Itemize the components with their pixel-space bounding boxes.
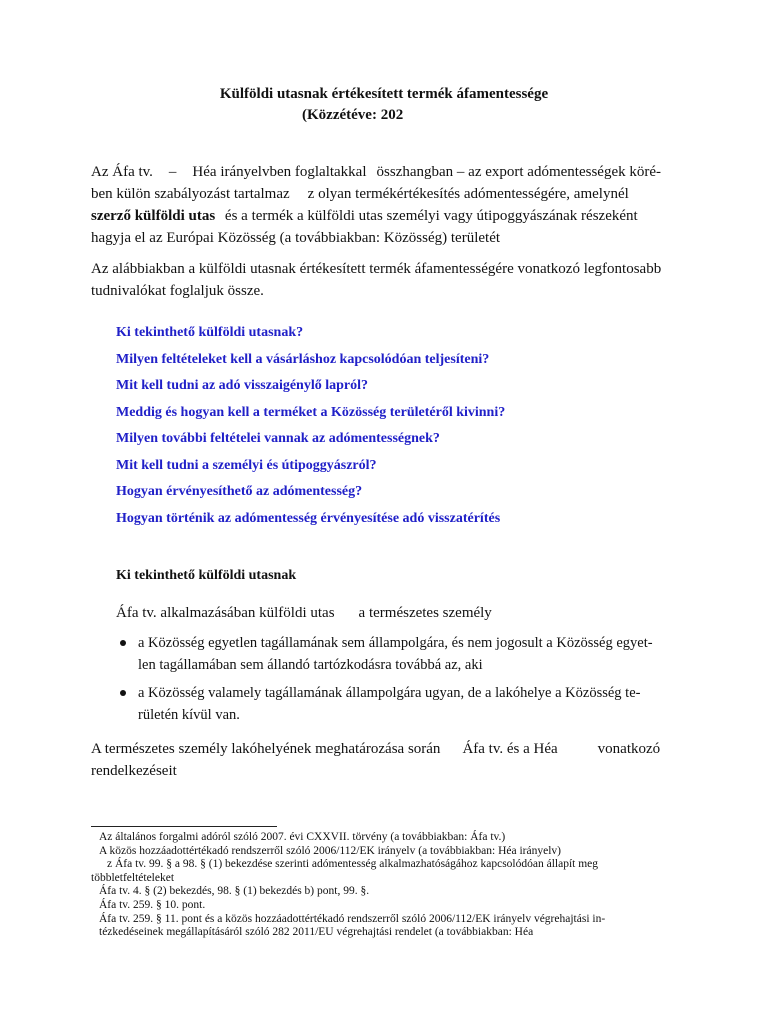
bullet-list [118,632,678,732]
footnotes [91,831,681,940]
question-link[interactable]: Milyen további feltételei vannak az adómentességnek? [116,431,440,446]
question-list [116,320,505,532]
question-link[interactable]: Mit kell tudni az adó visszaigénylő lapról? [116,378,369,393]
summary-paragraph [91,258,677,302]
footnote: A közös hozzáadottértékadó rendszerről szóló 2006/112/EK irányelv (a továbbiakban: Héa irányelv) [99,844,561,857]
document-subtitle: (Közzétéve: 202 [302,107,404,123]
footnote: többletfeltételeket [91,871,175,884]
residence-paragraph [91,738,677,782]
footnote: tézkedéseinek megállapításáról szóló 282 2011/EU végrehajtási rendelet (a továbbiakban: Héa [99,926,534,939]
document-title: Külföldi utasnak értékesített termék áfamentessége [219,86,549,102]
footnote: z Áfa tv. 99. § a 98. § (1) bekezdése szerinti adómentesség alkalmazhatóságához kapcsolódóan állapít meg [107,858,599,871]
bullet-dot-icon [120,690,126,696]
section-heading: Ki tekinthető külföldi utasnak [116,568,297,583]
bullet-item: a Közösség egyetlen tagállamának sem állampolgára, és nem jogosult a Közösség egyet- len tagállamában sem állandó tartózkodásra továbbá az, aki [118,632,678,676]
summary-line-2: tudnivalókat foglaljuk össze. [91,283,264,299]
intro-line-4: hagyja el az Európai Közösség (a továbbiakban: Közösség) területét [91,230,501,246]
intro-line-2: ben külön szabályozást tartalmaz z olyan termékértékesítés adómentességére, amelynél [91,186,629,202]
summary-line-1: Az alábbiakban a külföldi utasnak értékesített termék áfamentességére vonatkozó legfontosabb [91,261,662,277]
bold-phrase: szerző külföldi utas [91,208,216,224]
bullet-item: a Közösség valamely tagállamának állampolgára ugyan, de a lakóhelye a Közösség te- rületén kívül van. [118,682,678,726]
bullet-dot-icon [120,640,126,646]
footnote: Áfa tv. 4. § (2) bekezdés, 98. § (1) bekezdés b) pont, 99. §. [99,885,370,898]
intro-line-1: Az Áfa tv. – Héa irányelvben foglaltakkal összhangban – az export adómentességek köré- [91,164,661,180]
question-link[interactable]: Mit kell tudni a személyi és útipoggyászról? [116,457,377,473]
question-link[interactable]: Meddig és hogyan kell a terméket a Közösség területéről kivinni? [116,404,506,420]
question-link[interactable]: Hogyan érvényesíthető az adómentesség? [116,484,363,499]
question-link[interactable]: Milyen feltételeket kell a vásárláshoz kapcsolódóan teljesíteni? [116,351,490,367]
footnote: Áfa tv. 259. § 10. pont. [99,898,206,911]
residence-line-2: rendelkezéseit [91,763,177,779]
question-link[interactable]: Hogyan történik az adómentesség érvényesítése adó visszatérítés [116,510,501,526]
footnote: Az általános forgalmi adóról szóló 2007. évi CXXVII. törvény (a továbbiakban: Áfa tv.) [99,831,506,843]
residence-line-1: A természetes személy lakóhelyének meghatározása során Áfa tv. és a Héa vonatkozó [91,741,661,757]
question-link[interactable]: Ki tekinthető külföldi utasnak? [116,325,304,340]
footnote: Áfa tv. 259. § 11. pont és a közös hozzáadottértékadó rendszerről szóló 2006/112/EK irányelv végrehajtási in- [99,912,606,925]
intro-line-3: szerző külföldi utas és a termék a külföldi utas személyi vagy útipoggyászának részeként [91,208,638,224]
definition-line: Áfa tv. alkalmazásában külföldi utas a természetes személy [116,605,492,621]
intro-paragraph [91,161,677,249]
footnote-divider [91,826,277,827]
